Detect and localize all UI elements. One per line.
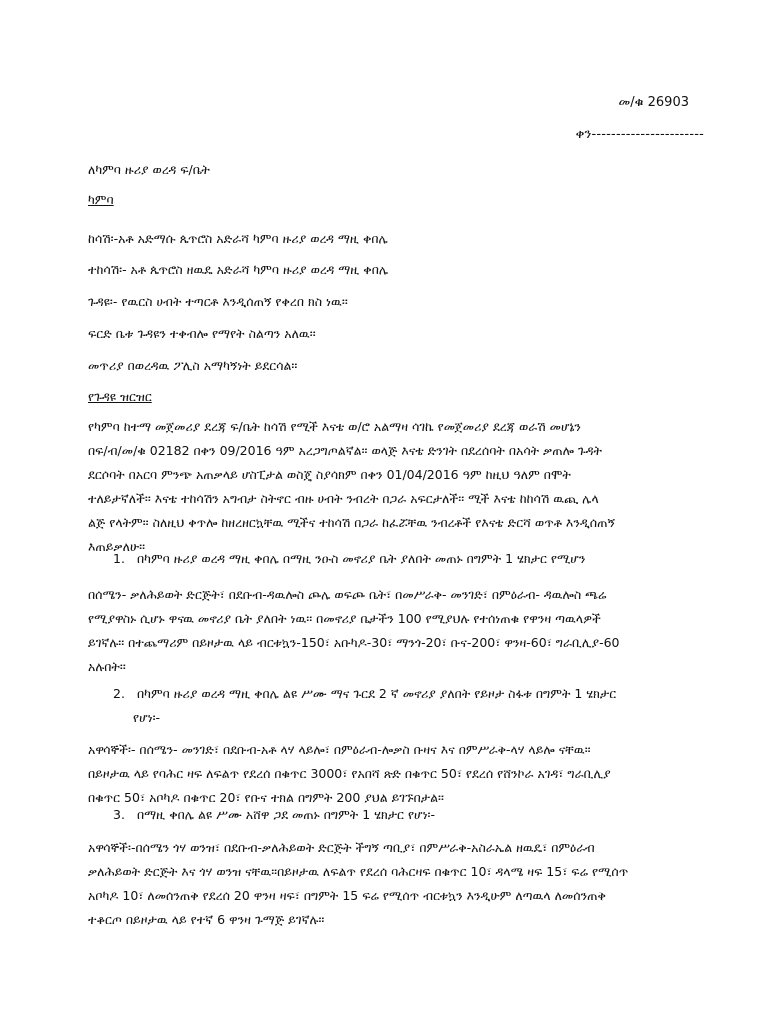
service-line: መጥሪያ በወረዳዉ ፖሊስ አማካኝነት ይደርሳል፡፡ (88, 358, 298, 373)
date-line: ቀን----------------------- (575, 127, 704, 142)
paragraph-line: በፍ/ብ/መ/ቁ 02182 በቀን 09/2016 ዓም አረጋግጦልኛል፡፡ ወላጅ እናቴ ድንገት በደረሰባት በአሳት ቃጠሎ ጉዳት (88, 443, 602, 458)
paragraph-line: በሰሜን- ቃለሕይወት ድርጅት፣ በደቡብ-ዳዉሎስ ጮሌ ወፍጮ ቤት፣ በመሥራቅ- መንገድ፣ በምዕራብ- ዳዉሎስ ጫሬ (88, 587, 607, 602)
list-item-title-cont: የሆነ፡- (133, 710, 161, 725)
list-item-2-title (113, 682, 616, 730)
list-number: 3. (113, 807, 125, 822)
list-item-1-body (88, 583, 688, 679)
paragraph-line: አሉበት፡፡ (88, 659, 126, 674)
paragraph-line: አዋሳኞች፡-በሰሜን ጎሃ ወንዝ፣ በደቡብ-ቃለሕይወት ድርጅት ችግኝ ጣቢያ፣ በምሥራቅ-አስራኤል ዘዉዴ፣ በምዕራብ (88, 840, 595, 855)
plaintiff-line: ከሳሽ፡-አቶ አድማሱ ጴጥሮስ አድራሻ ካምባ ዙሪያ ወረዳ ማዚ ቀበሌ (88, 231, 388, 246)
list-item-1-title (113, 551, 585, 567)
intro-paragraph (88, 415, 688, 559)
paragraph-line: አቦካዶ 10፣ ለመሰንጠቅ የደረሰ 20 ዋንዛ ዛፍ፣ በግምት 15 ፍሬ የሚሰጥ ብርቱኳን እንዲሁም ለጣዉላ ለመሰንጠቅ (88, 888, 606, 903)
list-number: 1. (113, 551, 125, 566)
paragraph-line: አዋሳኞች፡- በሰሜን- መንገድ፣ በደቡብ-አቶ ላሃ ላይሎ፣ በምዕራብ-ሎቃስ ቡዛና እና በምሥራቅ-ላሃ ላይሎ ናቸዉ፡፡ (88, 742, 591, 757)
paragraph-line: ደርሶባት በአርባ ምንጭ አጠቃላይ ሆስፒታል ወስጄ ስያሳክም በቀን 01/04/2016 ዓም ከዚህ ዓለም በሞት (88, 467, 571, 482)
jurisdiction-line: ፍርድ ቤቱ ጉዳዩን ተቀብሎ የማየት ስልጣን አለዉ፡፡ (88, 326, 316, 341)
location: ካምባ (88, 192, 114, 207)
paragraph-line: እጠይቃለሁ፡፡ (88, 539, 146, 554)
paragraph-line: ልጅ የላትም፡፡ ስለዚህ ቀጥሎ ከዘረዘርኳቸዉ ሚችና ተከሳሽ በጋራ ከፈሯቸዉ ንብረቶች የእናቴ ድርሻ ወጥቶ እንዲሰጠኝ (88, 515, 615, 530)
list-item-3-body (88, 836, 688, 932)
paragraph-line: የሚያዋስኑ ሲሆኑ ዋናዉ መኖሪያ ቤት ያለበት ነዉ፡፡ በመኖሪያ ቤታችን 100 የሚያህሉ የተሰነጠቁ የዋንዛ ጣዉላዎች (88, 611, 601, 626)
list-item-title: በማዚ ቀበሌ ልዩ ሥሙ አሸዋ ጋደ መጠኑ በግምት 1 ሄክታር የሆነ፡- (136, 807, 435, 822)
paragraph-line: ይገኛሉ፡፡ በተጨማሪም በይዞታዉ ላይ ብርቱኳን-150፣ አቡካዶ-30፣ ማንጎ-20፣ ቡና-200፣ ዋንዛ-60፣ ግራቢሊያ-60 (88, 635, 620, 650)
paragraph-line: ተቆርጦ በይዞታዉ ላይ የተኛ 6 ዋንዛ ጉማጅ ይገኛሉ፡፡ (88, 912, 325, 927)
list-item-2-body (88, 738, 688, 810)
subject-line: ጉዳዩ፡- የዉርስ ሀብት ተጣርቶ እንዲሰጠኝ የቀረበ ክስ ነዉ፡፡ (88, 294, 348, 309)
list-item-title: በካምባ ዙሪያ ወረዳ ማዚ ቀበሌ በማዚ ንዑስ መኖሪያ ቤት ያለበት መጠኑ በግምት 1 ሄክታር የሚሆን (136, 551, 586, 566)
paragraph-line: የካምባ ከተማ መጀመሪያ ደረጃ ፍ/ቤት ከሳሽ የሚች እናቴ ወ/ሮ አልማዛ ሳገኬ የመጀመሪያ ደረጃ ወራሽ መሆኔን (88, 419, 581, 434)
addressee: ለካምባ ዙሪያ ወረዳ ፍ/ቤት (88, 162, 210, 177)
defendant-line: ተከሳሽ፡- አቶ ጴጥሮስ ዘዉዴ አድራሻ ካምባ ዙሪያ ወረዳ ማዚ ቀበሌ (88, 262, 389, 277)
paragraph-line: ተለይታኛለች፡፡ እናቴ ተከሳሽን አግብታ ስትኖር ብዙ ሀብት ንብረት በጋራ አፍርታለች፡፡ ሚች እናቴ ከከሳሽ ዉጪ ሌላ (88, 491, 599, 506)
list-item-3-title (113, 807, 435, 823)
list-item-title: በካምባ ዙሪያ ወረዳ ማዚ ቀበሌ ልዩ ሥሙ ማና ጉርደ 2 ኛ መኖሪያ ያለበት የይዞታ ስፋቱ በግምት 1 ሄክታር (136, 686, 617, 701)
list-number: 2. (113, 686, 125, 701)
details-heading: የጉዳዩ ዝርዝር (88, 389, 152, 404)
paragraph-line: በቁጥር 50፣ አቦካዶ በቁጥር 20፣ የቡና ተክል በግምት 200 ያህል ይገኙበታል፡፡ (88, 790, 444, 805)
reference-number: መ/ቁ 26903 (618, 95, 689, 110)
paragraph-line: በይዞታዉ ላይ የባሕር ዛፍ ለፍልጥ የደረሰ በቁጥር 3000፣ የአበሻ ጽድ በቁጥር 50፣ የደረሰ የሸንኮራ አገዳ፣ ግራቢሊያ (88, 766, 611, 781)
paragraph-line: ቃለሕይወት ድርጅት እና ጎሃ ወንዝ ናቸዉ፡፡በይዞታዉ ለፍልጥ የደረሰ ባሕርዛፍ በቁጥር 10፣ ዳላሜ ዛፍ 15፣ ፍሬ የሚሰጥ (88, 864, 629, 879)
